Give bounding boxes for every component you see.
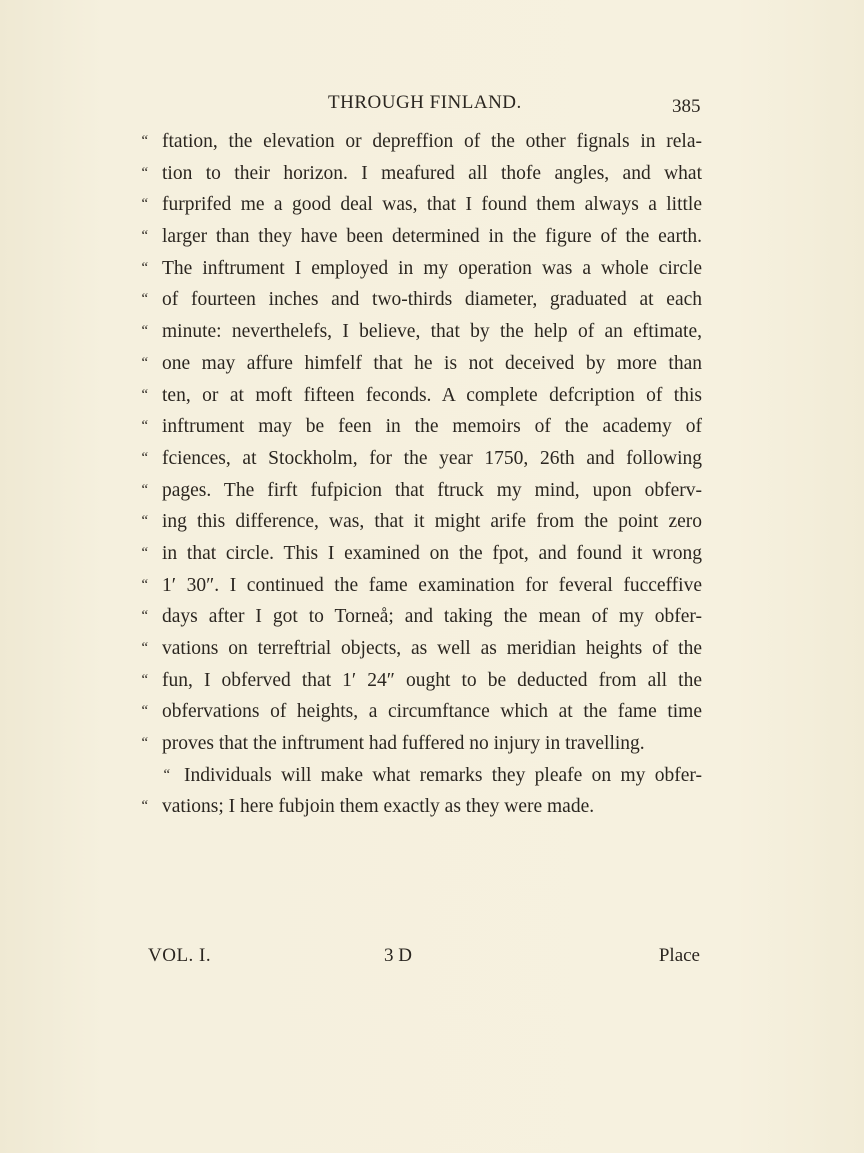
line-text: furprifed me a good deal was, that I found them always a little [162,194,702,216]
text-line [140,443,702,475]
line-text: minute: neverthelefs, I believe, that by the help of an eftimate, [162,321,702,343]
quote-mark: “ [162,766,171,783]
quote-mark: “ [140,291,149,308]
quote-mark: “ [140,196,149,213]
line-text: Individuals will make what remarks they pleafe on my obfer- [184,764,702,786]
line-text: ing this difference, was, that it might arife from the point zero [162,511,702,533]
body-text [140,126,702,823]
quote-mark: “ [140,323,149,340]
text-line [140,570,702,602]
text-line [140,411,702,443]
line-text: ftation, the elevation or depreffion of the other fignals in rela- [162,131,702,152]
text-line [140,601,702,633]
text-line [140,728,702,760]
text-line [140,665,702,697]
text-line [140,126,702,158]
line-text: days after I got to Torneå; and taking the mean of my obfer- [162,606,702,628]
quote-mark: “ [140,133,149,149]
catchword: Place [658,945,700,966]
text-line [140,791,702,823]
quote-mark: “ [140,386,149,403]
quote-mark: “ [140,354,149,371]
line-text: larger than they have been determined in the figure of the earth. [162,226,702,248]
quote-mark: “ [140,576,149,593]
quote-mark: “ [140,259,149,276]
quote-mark: “ [140,513,149,530]
quote-mark: “ [140,228,149,245]
text-line [140,633,702,665]
quote-mark: “ [140,798,149,815]
volume-label: VOL. I. [148,945,212,966]
text-line [140,696,702,728]
text-line [140,253,702,285]
line-text: fciences, at Stockholm, for the year 1750, 26th and following [162,447,702,469]
line-text: proves that the inftrument had fuffered no injury in travelling. [162,733,645,755]
line-text: 1′ 30″. I continued the fame examination for feveral fucceffive [162,574,702,596]
quote-mark: “ [140,703,149,720]
text-line [140,189,702,221]
line-text: The inftrument I employed in my operation was a whole circle [162,257,702,279]
text-line [140,158,702,190]
line-text: ten, or at moft fifteen feconds. A complete defcription of this [162,384,702,406]
line-text: tion to their horizon. I meafured all thofe angles, and what [162,162,702,184]
line-text: vations on terreftrial objects, as well as meridian heights of the [162,638,702,659]
page-number: 385 [672,96,701,117]
text-line [140,506,702,538]
text-line [140,316,702,348]
quote-mark: “ [140,418,149,435]
text-line [140,284,702,316]
text-line [140,380,702,412]
line-text: obfervations of heights, a circumftance which at the fame time [162,701,702,723]
quote-mark: “ [140,671,149,688]
quote-mark: “ [140,640,149,656]
line-text: vations; I here fubjoin them exactly as they were made. [162,796,595,818]
running-head: THROUGH FINLAND. [328,92,522,113]
text-line [140,475,702,507]
line-text: fun, I obferved that 1′ 24″ ought to be deducted from all the [162,669,702,691]
quote-mark: “ [140,449,149,466]
quote-mark: “ [140,735,149,752]
line-text: in that circle. This I examined on the fpot, and found it wrong [162,542,702,564]
quote-mark: “ [140,164,149,181]
line-text: one may affure himfelf that he is not deceived by more than [162,352,702,374]
quote-mark: “ [140,481,149,498]
quote-mark: “ [140,608,149,625]
text-line [140,348,702,380]
line-text: of fourteen inches and two-thirds diameter, graduated at each [162,289,702,311]
text-line [140,538,702,570]
line-text: pages. The firft fufpicion that ftruck my mind, upon obferv- [162,479,702,501]
text-line [140,760,702,792]
quote-mark: “ [140,544,149,561]
signature-mark: 3 D [384,945,412,966]
text-line [140,221,702,253]
line-text: inftrument may be feen in the memoirs of the academy of [162,416,702,438]
